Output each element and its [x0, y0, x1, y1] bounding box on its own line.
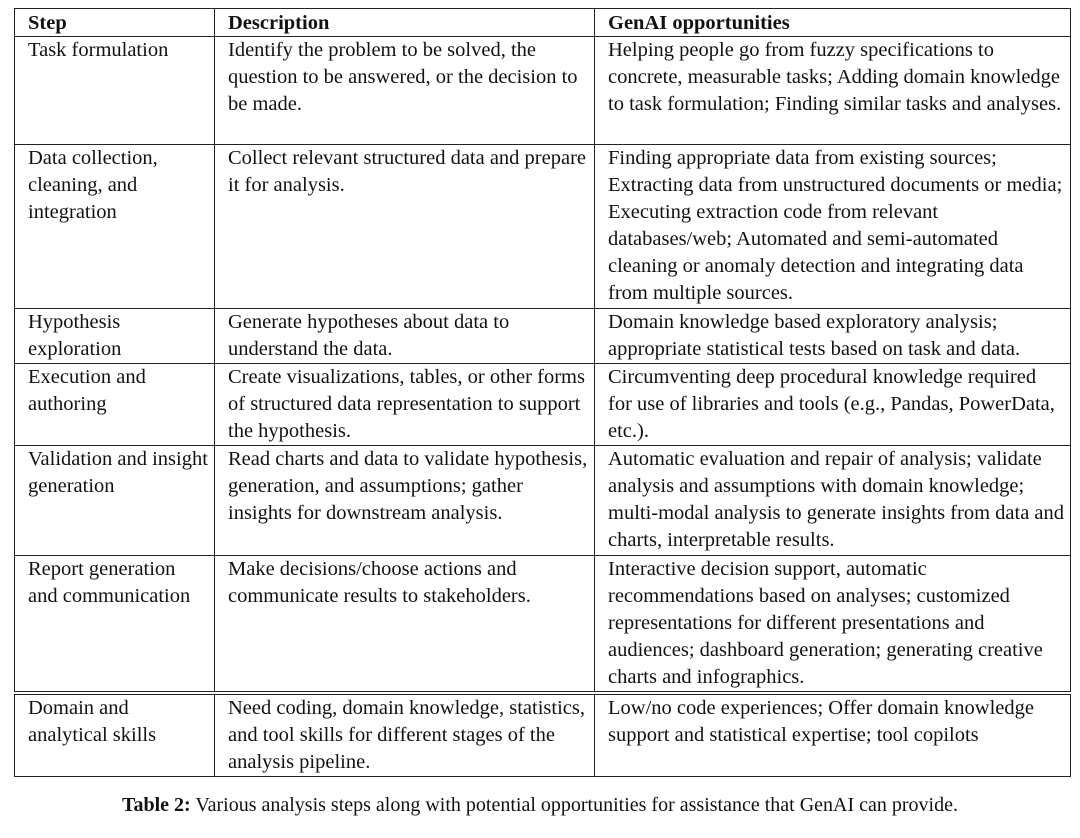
description-cell: Collect relevant structured data and prepare it for analysis.: [215, 145, 595, 309]
description-cell: Read charts and data to validate hypothesis, generation, and assumptions; gather insights for downstream analysis.: [215, 446, 595, 556]
opportunities-cell: Interactive decision support, automatic recommendations based on analyses; customized representations for different presentations and audiences; dashboard generation; generating creative charts and infographics.: [595, 556, 1071, 694]
header-genai-opportunities: GenAI opportunities: [595, 9, 1071, 37]
table-caption: [0, 792, 1080, 818]
table-row: [15, 556, 1071, 694]
step-cell: Hypothesis exploration: [15, 309, 215, 364]
step-cell: Validation and insight generation: [15, 446, 215, 556]
caption-text: Various analysis steps along with potential opportunities for assistance that GenAI can provide.: [195, 794, 958, 816]
table-header-row: [15, 9, 1071, 37]
opportunities-cell: Helping people go from fuzzy specifications to concrete, measurable tasks; Adding domain knowledge to task formulation; Finding similar tasks and analyses.: [595, 37, 1071, 145]
opportunities-cell: Circumventing deep procedural knowledge required for use of libraries and tools (e.g., Pandas, PowerData, etc.).: [595, 364, 1071, 446]
analysis-steps-table: [14, 8, 1071, 777]
caption-label: Table 2:: [122, 794, 191, 816]
table-row: [15, 364, 1071, 446]
step-cell: Data collection, cleaning, and integration: [15, 145, 215, 309]
opportunities-cell: Low/no code experiences; Offer domain knowledge support and statistical expertise; tool copilots: [595, 693, 1071, 777]
table-row: [15, 693, 1071, 777]
table-row: [15, 446, 1071, 556]
opportunities-cell: Automatic evaluation and repair of analysis; validate analysis and assumptions with domain knowledge; multi-modal analysis to generate insights from data and charts, interpretable results.: [595, 446, 1071, 556]
description-cell: Need coding, domain knowledge, statistics, and tool skills for different stages of the analysis pipeline.: [215, 693, 595, 777]
description-cell: Create visualizations, tables, or other forms of structured data representation to support the hypothesis.: [215, 364, 595, 446]
step-cell: Domain and analytical skills: [15, 693, 215, 777]
table-row: [15, 145, 1071, 309]
step-cell: Execution and authoring: [15, 364, 215, 446]
description-cell: Generate hypotheses about data to understand the data.: [215, 309, 595, 364]
header-description: Description: [215, 9, 595, 37]
table-row: [15, 309, 1071, 364]
opportunities-cell: Finding appropriate data from existing sources; Extracting data from unstructured documents or media; Executing extraction code from relevant databases/web; Automated and semi-automated cleaning or anomaly detection and integrating data from multiple sources.: [595, 145, 1071, 309]
header-step: Step: [15, 9, 215, 37]
description-cell: Make decisions/choose actions and communicate results to stakeholders.: [215, 556, 595, 694]
description-cell: Identify the problem to be solved, the question to be answered, or the decision to be made.: [215, 37, 595, 145]
step-cell: Report generation and communication: [15, 556, 215, 694]
table-row: [15, 37, 1071, 145]
opportunities-cell: Domain knowledge based exploratory analysis; appropriate statistical tests based on task and data.: [595, 309, 1071, 364]
document-page: [14, 8, 1070, 777]
step-cell: Task formulation: [15, 37, 215, 145]
